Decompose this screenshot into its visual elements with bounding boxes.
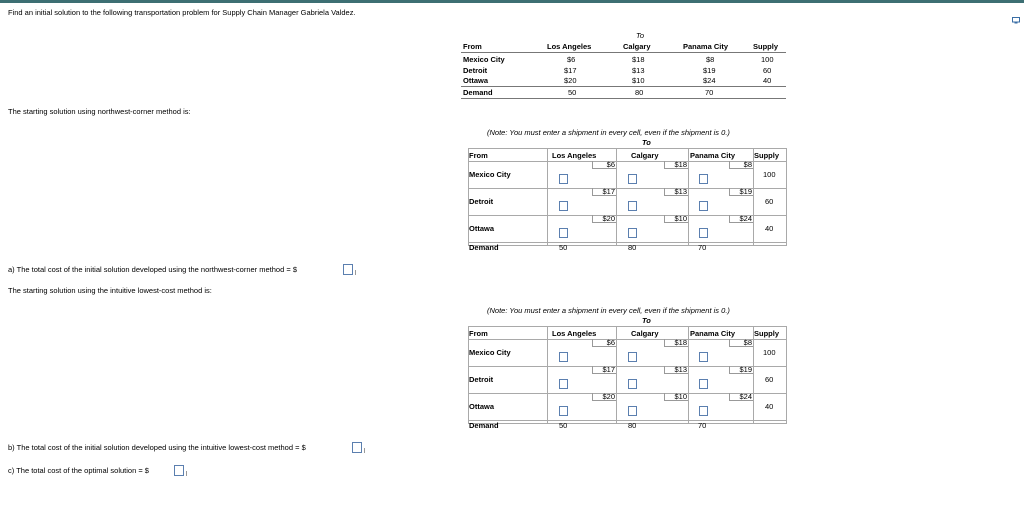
cost-cell: $8 [706,55,715,64]
cost-box: $10 [664,215,688,223]
to-header: To [642,138,651,147]
cost-box: $24 [729,215,753,223]
shipment-input[interactable] [699,174,708,184]
row-name: Detroit [463,66,488,75]
cost-cell: $18 [632,55,645,64]
shipment-input[interactable] [628,228,637,238]
supply-cell: 100 [763,170,776,179]
shipment-input[interactable] [699,201,708,211]
shipment-input[interactable] [699,406,708,416]
cost-cell: $13 [632,66,645,75]
cost-cell: $24 [703,76,716,85]
cost-cell: $10 [632,76,645,85]
cost-box: $24 [729,393,753,401]
cost-box: $19 [729,366,753,374]
shipment-input[interactable] [699,228,708,238]
supply-cell: 60 [763,66,772,75]
nw-intro: The starting solution using northwest-corner method is: [8,107,191,116]
row-name: Mexico City [469,170,511,179]
help-icon[interactable] [1012,17,1020,24]
cost-box: $6 [592,161,616,169]
nw-corner-grid [468,128,787,252]
demand-cell: 50 [568,88,577,97]
row-name: Detroit [469,197,494,206]
demand-cell: 80 [628,421,637,430]
shipment-input[interactable] [628,406,637,416]
cost-cell: $17 [564,66,577,75]
demand-cell: 80 [628,243,637,252]
table-bottom [461,98,786,99]
shipment-input[interactable] [628,201,637,211]
lc-intro: The starting solution using the intuitive lowest-cost method is: [8,286,212,295]
from-header: From [463,42,482,51]
optimal-cost-input[interactable] [174,465,184,476]
lc-total-cost-input[interactable] [352,442,362,453]
shipment-input[interactable] [699,352,708,362]
cost-cell: $6 [567,55,576,64]
row-name: Mexico City [463,55,505,64]
cost-box: $8 [729,339,753,347]
shipment-input[interactable] [628,174,637,184]
demand-label: Demand [469,421,499,430]
supply-cell: 100 [761,55,774,64]
demand-cell: 70 [698,421,707,430]
shipment-input[interactable] [628,352,637,362]
supply-cell: 100 [763,348,776,357]
col-calgary: Calgary [623,42,651,51]
col-los-angeles: Los Angeles [552,329,597,338]
cost-box: $13 [664,366,688,374]
question-c: c) The total cost of the optimal solution = $ [8,466,149,475]
col-panama-city: Panama City [690,329,736,338]
demand-label: Demand [463,88,493,97]
row-name: Ottawa [463,76,489,85]
supply-header: Supply [754,329,780,338]
cost-box: $6 [592,339,616,347]
cost-box: $17 [592,366,616,374]
question-intro: Find an initial solution to the following transportation problem for Supply Chain Manager Gabriela Valdez. [8,8,356,17]
shipment-input[interactable] [559,201,568,211]
col-panama-city: Panama City [690,151,736,160]
cost-box: $19 [729,188,753,196]
demand-divider [461,86,786,87]
from-header: From [469,151,488,160]
cost-box: $10 [664,393,688,401]
supply-cell: 40 [763,76,772,85]
supply-header: Supply [753,42,779,51]
col-los-angeles: Los Angeles [552,151,597,160]
to-header: To [636,31,645,40]
supply-cell: 40 [765,402,774,411]
shipment-input[interactable] [559,174,568,184]
supply-header: Supply [754,151,780,160]
shipment-input[interactable] [699,379,708,389]
cost-box: $18 [664,339,688,347]
row-name: Detroit [469,375,494,384]
header-divider [461,52,786,53]
cost-box: $20 [592,393,616,401]
cost-cell: $20 [564,76,577,85]
cost-box: $13 [664,188,688,196]
demand-label: Demand [469,243,499,252]
row-name: Mexico City [469,348,511,357]
supply-cell: 40 [765,224,774,233]
cost-box: $18 [664,161,688,169]
top-accent-bar [0,0,1024,3]
col-calgary: Calgary [631,329,659,338]
grid-note: (Note: You must enter a shipment in every cell, even if the shipment is 0.) [487,128,730,137]
demand-cell: 50 [559,421,568,430]
shipment-input[interactable] [628,379,637,389]
cost-box: $8 [729,161,753,169]
row-name: Ottawa [469,224,495,233]
supply-cell: 60 [765,197,774,206]
supply-cell: 60 [765,375,774,384]
question-b: b) The total cost of the initial solution developed using the intuitive lowest-cost method = $ [8,443,306,452]
question-a: a) The total cost of the initial solution developed using the northwest-corner method = $ [8,265,297,274]
lowest-cost-grid [468,306,787,430]
demand-cell: 80 [635,88,644,97]
from-header: From [469,329,488,338]
shipment-input[interactable] [559,379,568,389]
shipment-input[interactable] [559,352,568,362]
col-los-angeles: Los Angeles [547,42,592,51]
demand-cell: 50 [559,243,568,252]
shipment-input[interactable] [559,406,568,416]
to-header: To [642,316,651,325]
col-calgary: Calgary [631,151,659,160]
demand-cell: 70 [698,243,707,252]
shipment-input[interactable] [559,228,568,238]
transportation-data-table [461,31,786,100]
cost-box: $20 [592,215,616,223]
cost-cell: $19 [703,66,716,75]
cost-box: $17 [592,188,616,196]
demand-cell: 70 [705,88,714,97]
col-panama-city: Panama City [683,42,729,51]
grid-note: (Note: You must enter a shipment in every cell, even if the shipment is 0.) [487,306,730,315]
nw-total-cost-input[interactable] [343,264,353,275]
row-name: Ottawa [469,402,495,411]
